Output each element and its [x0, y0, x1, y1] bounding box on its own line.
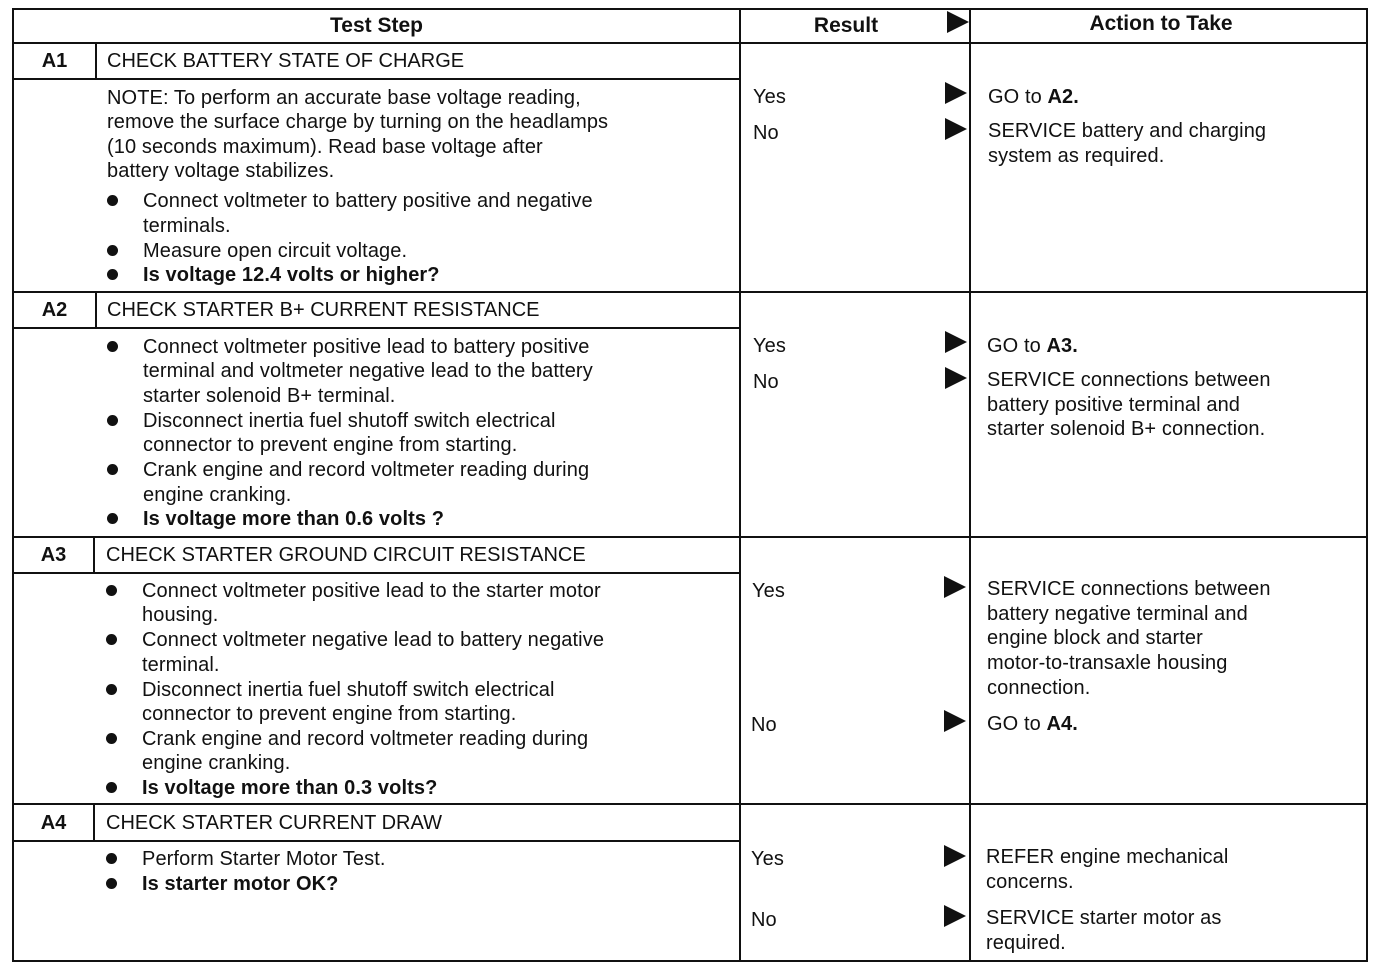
- arrow-icon: [945, 331, 967, 353]
- bullet-text: Disconnect inertia fuel shutoff switch electrical: [142, 679, 555, 701]
- bullet-text: Connect voltmeter positive lead to the starter motor: [142, 580, 601, 602]
- result-no: No: [751, 714, 777, 736]
- bullet-icon: [106, 782, 117, 793]
- bullet-icon: [107, 269, 118, 280]
- bullet-text: starter solenoid B+ terminal.: [143, 385, 396, 407]
- bullet-text: terminal and voltmeter negative lead to the battery: [143, 360, 593, 382]
- action-text: GO to A2.: [988, 86, 1079, 108]
- bullet-question: Is voltage more than 0.3 volts?: [142, 777, 438, 799]
- step-id: A3: [40, 544, 67, 566]
- action-text: GO to A3.: [987, 335, 1078, 357]
- bullet-text: Connect voltmeter positive lead to battery positive: [143, 336, 590, 358]
- bullet-text: Crank engine and record voltmeter reading during: [143, 459, 590, 481]
- bullet-icon: [106, 878, 117, 889]
- arrow-icon: [944, 845, 966, 867]
- arrow-icon: [944, 710, 966, 732]
- action-text: required.: [986, 932, 1066, 954]
- bullet-text: terminals.: [143, 215, 231, 237]
- result-yes: Yes: [753, 335, 786, 357]
- arrow-icon: [945, 82, 967, 104]
- action-text: starter solenoid B+ connection.: [987, 418, 1266, 440]
- bullet-icon: [107, 415, 118, 426]
- arrow-icon: [944, 576, 966, 598]
- note-line: battery voltage stabilizes.: [107, 160, 335, 182]
- header-result: Result: [813, 14, 879, 37]
- bullet-icon: [107, 513, 118, 524]
- result-no: No: [753, 122, 779, 144]
- action-text: battery positive terminal and: [987, 394, 1241, 416]
- action-text: motor-to-transaxle housing: [987, 652, 1228, 674]
- action-text: SERVICE battery and charging: [988, 120, 1267, 142]
- note-line: NOTE: To perform an accurate base voltage reading,: [107, 87, 581, 109]
- bullet-text: connector to prevent engine from starting.: [142, 703, 517, 725]
- step-title: CHECK STARTER B+ CURRENT RESISTANCE: [107, 299, 540, 321]
- action-text: GO to A4.: [987, 713, 1078, 735]
- result-yes: Yes: [751, 848, 784, 870]
- bullet-icon: [107, 464, 118, 475]
- step-id: A1: [41, 50, 68, 72]
- arrow-icon: [945, 118, 967, 140]
- action-text: SERVICE starter motor as: [986, 907, 1222, 929]
- bullet-text: engine cranking.: [142, 752, 291, 774]
- bullet-text: Crank engine and record voltmeter reading during: [142, 728, 589, 750]
- bullet-icon: [107, 341, 118, 352]
- bullet-question: Is starter motor OK?: [142, 873, 339, 895]
- step-id: A2: [41, 299, 68, 321]
- bullet-text: engine cranking.: [143, 484, 292, 506]
- arrow-icon: [945, 367, 967, 389]
- bullet-text: Connect voltmeter to battery positive and negative: [143, 190, 593, 212]
- step-id: A4: [40, 812, 67, 834]
- bullet-text: connector to prevent engine from starting.: [143, 434, 518, 456]
- result-yes: Yes: [753, 86, 786, 108]
- action-text: concerns.: [986, 871, 1074, 893]
- bullet-icon: [106, 853, 117, 864]
- action-text: SERVICE connections between: [987, 578, 1271, 600]
- action-text: battery negative terminal and: [987, 603, 1248, 625]
- result-no: No: [753, 371, 779, 393]
- step-title: CHECK STARTER CURRENT DRAW: [106, 812, 442, 834]
- action-text: connection.: [987, 677, 1091, 699]
- note-line: (10 seconds maximum). Read base voltage after: [107, 136, 543, 158]
- action-text: SERVICE connections between: [987, 369, 1271, 391]
- result-no: No: [751, 909, 777, 931]
- step-title: CHECK STARTER GROUND CIRCUIT RESISTANCE: [106, 544, 586, 566]
- bullet-icon: [106, 733, 117, 744]
- bullet-icon: [107, 195, 118, 206]
- bullet-text: terminal.: [142, 654, 220, 676]
- arrow-icon: [944, 905, 966, 927]
- bullet-text: Measure open circuit voltage.: [143, 240, 408, 262]
- bullet-text: Disconnect inertia fuel shutoff switch electrical: [143, 410, 556, 432]
- bullet-icon: [106, 585, 117, 596]
- action-text: system as required.: [988, 145, 1165, 167]
- step-title: CHECK BATTERY STATE OF CHARGE: [107, 50, 465, 72]
- bullet-text: Connect voltmeter negative lead to battery negative: [142, 629, 605, 651]
- bullet-icon: [106, 684, 117, 695]
- note-line: remove the surface charge by turning on the headlamps: [107, 111, 609, 133]
- header-test-step: Test Step: [330, 14, 423, 37]
- bullet-icon: [106, 634, 117, 645]
- bullet-icon: [107, 245, 118, 256]
- action-text: REFER engine mechanical: [986, 846, 1229, 868]
- bullet-text: Perform Starter Motor Test.: [142, 848, 386, 870]
- bullet-question: Is voltage 12.4 volts or higher?: [143, 264, 440, 286]
- result-yes: Yes: [752, 580, 785, 602]
- arrow-icon: [947, 11, 969, 33]
- bullet-text: housing.: [142, 604, 219, 626]
- header-action: Action to Take: [1089, 12, 1233, 35]
- bullet-question: Is voltage more than 0.6 volts ?: [143, 508, 445, 530]
- action-text: engine block and starter: [987, 627, 1203, 649]
